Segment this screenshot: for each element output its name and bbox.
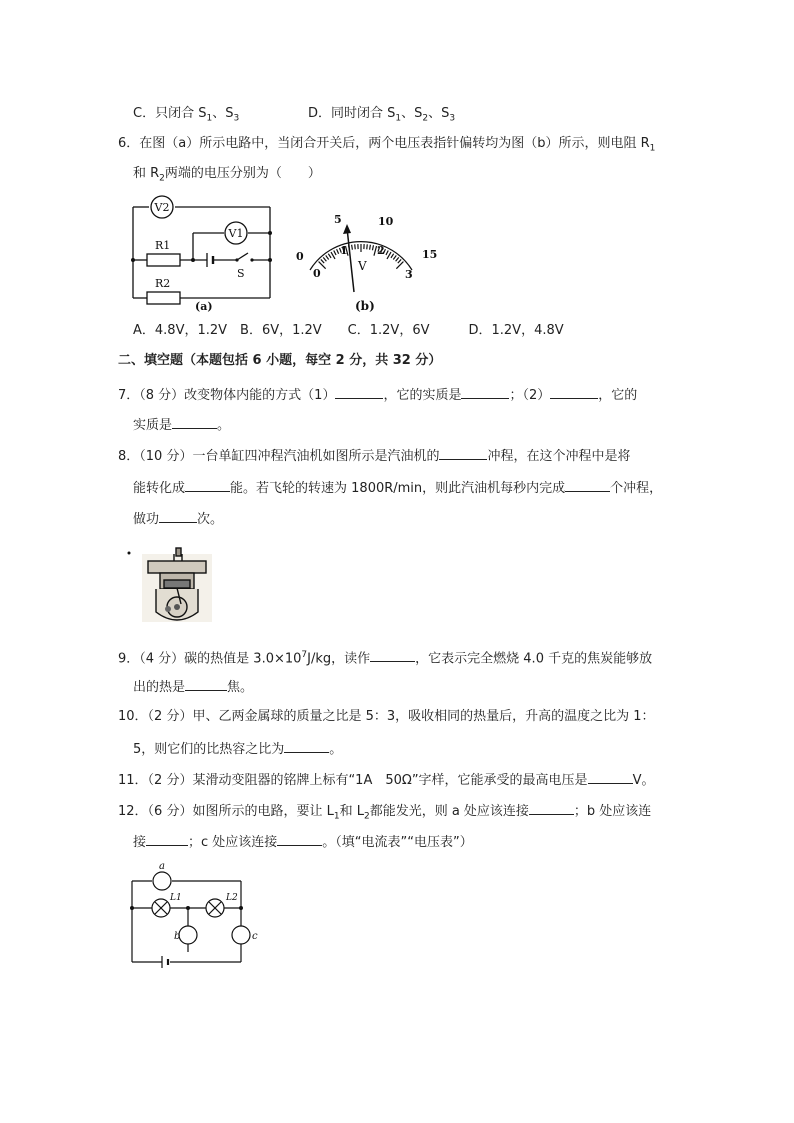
q5-option-d: D．同时闭合 $S_1$、$S_2$、$S_3$ [308,106,456,124]
scale-tick [337,249,339,254]
lamp-l1-label: L1 [170,893,182,903]
q5-option-c: C．只闭合 $S_1$、$S_3$ [133,106,240,124]
scale-tick [323,257,326,261]
q9-blank-1[interactable] [370,649,415,662]
q9-line1: 9．（4 分）碳的热值是 $3.0\times 10^7J/kg$，读作 ，它表示完全燃烧 4.0 千克的焦炭能够放 [118,650,653,667]
meter-a-label: a [159,861,165,872]
scale-tick [367,244,368,249]
unit-label: V [358,259,367,273]
q8-blank-3[interactable] [565,479,610,492]
scale-tick [352,245,353,250]
fig-b-caption: (b) [355,299,375,313]
scale-tick [391,254,394,258]
scale-tick [372,245,373,250]
scale-tick [386,251,388,255]
q7-blank-4[interactable] [172,416,217,429]
q8-blank-4[interactable] [159,510,197,523]
r1-label: R1 [155,239,171,252]
scale-bottom-3: 3 [405,268,413,281]
scale-top-15: 15 [422,248,438,261]
q6-figure-a-circuit [125,195,285,313]
q10-line2: 5，则它们的比热容之比为 。 [133,742,343,757]
switch-label: S [237,267,245,280]
section2-heading: 二、填空题（本题包括 6 小题，每空 2 分，共 32 分） [118,353,442,368]
q8-blank-1[interactable] [439,447,487,460]
q6-stem-line1: 6．在图（a）所示电路中，当闭合开关后，两个电压表指针偏转均为图（b）所示，则电阻 $R_1$ [118,136,656,154]
q8-line2: 能转化成 能。若飞轮的转速为 1800R/min，则此汽油机每秒内完成 个冲程， [133,481,663,496]
q6-options: A．4.8V，1.2V B．6V，1.2V C．1.2V，6V D．1.2V，4.8V [133,323,564,338]
q12-line2: 接 ；c 处应该连接 。（填“电流表”“电压表”） [133,835,473,850]
needle-tip [343,224,351,234]
scale-tick [355,244,356,249]
scale-top-10: 10 [378,215,394,228]
q6-stem-line2: 和 $R_2$两端的电压分别为（ ） [133,166,321,184]
scale-tick [398,259,401,263]
r2-label: R2 [155,277,171,290]
scale-top-5: 5 [334,213,342,226]
q7-line1: 7．（8 分）改变物体内能的方式（1） ，它的实质是 ；（2） ，它的 [118,388,638,403]
q8-line1: 8．（10 分）一台单缸四冲程汽油机如图所示是汽油机的 冲程，在这个冲程中是将 [118,449,631,464]
q6-figure-b-voltmeter [292,212,442,314]
q9-blank-2[interactable] [185,678,227,691]
needle [347,228,354,292]
q10-line1: 10．（2 分）甲、乙两金属球的质量之比是 5：3，吸收相同的热量后，升高的温度之比为 1： [118,709,655,724]
lamp-l2-label: L2 [226,893,238,903]
q12-circuit-figure [126,860,266,972]
q12-blank-1[interactable] [529,802,574,815]
scale-tick [396,262,403,269]
q11-blank-1[interactable] [588,771,633,784]
v2-label: V2 [154,201,170,214]
scale-bottom-0: 0 [313,267,321,280]
scale-bottom-1: 1 [340,244,348,257]
q7-blank-1[interactable] [335,386,383,399]
q7-blank-2[interactable] [461,386,509,399]
q8-blank-2[interactable] [185,479,230,492]
q8-engine-figure [126,544,216,626]
scale-tick [321,259,324,263]
q9-line2: 出的热是 焦。 [133,680,254,695]
scale-bottom-2: 2 [377,244,385,257]
q10-blank-1[interactable] [284,740,329,753]
q12-line1: 12．（6 分）如图所示的电路，要让 $L_1$和 $L_2$都能发光，则 a 处应该连接 ；b 处应该连 [118,804,652,822]
scale-tick [334,251,336,255]
q12-blank-2[interactable] [146,833,188,846]
q7-line2: 实质是 。 [133,418,231,433]
meter-b-label: b [174,931,181,942]
q8-line3: 做功 次。 [133,512,224,527]
scale-tick [396,257,399,261]
scale-top-0: 0 [296,250,304,263]
q7-blank-3[interactable] [550,386,598,399]
q12-blank-3[interactable] [277,833,322,846]
v1-label: V1 [228,227,244,240]
fig-a-caption: (a) [195,300,213,313]
q11-line1: 11．（2 分）某滑动变阻器的铭牌上标有“1A 50Ω”字样，它能承受的最高电压是 V。 [118,773,655,788]
scale-tick [328,254,331,258]
meter-c-label: c [252,931,258,942]
scale-tick [326,255,329,259]
scale-tick [370,245,371,250]
scale-tick [393,255,396,259]
